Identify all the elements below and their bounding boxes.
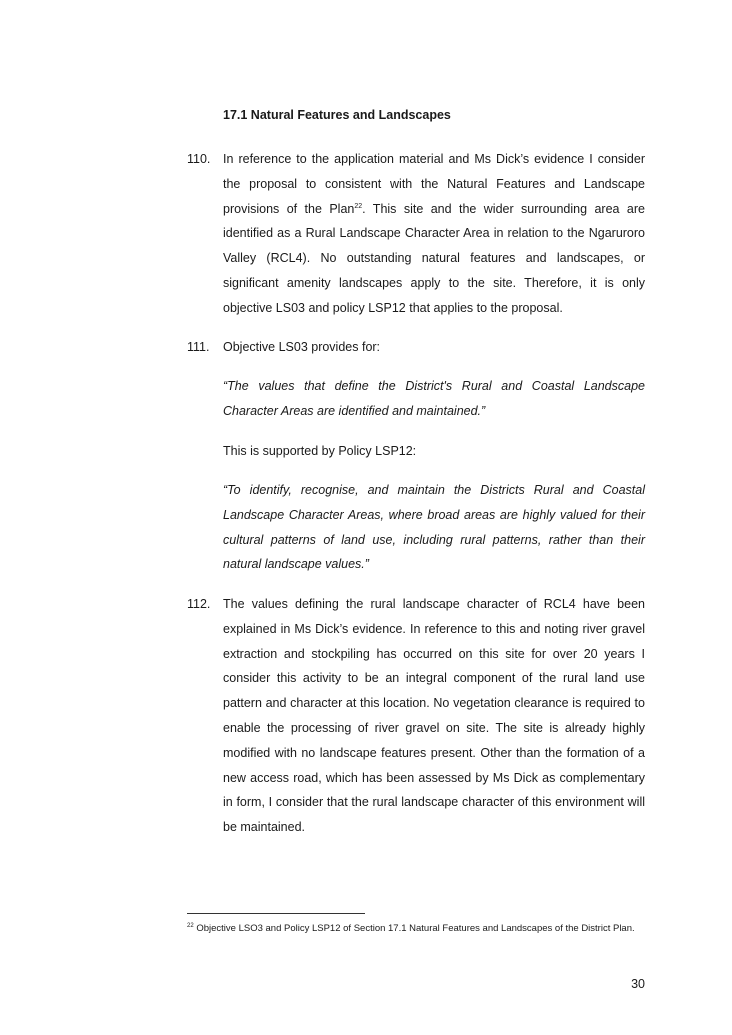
paragraph-number: 111. [187, 340, 210, 354]
paragraph-111 [187, 335, 645, 360]
section-heading: 17.1 Natural Features and Landscapes [223, 108, 451, 122]
footnote-reference: 22 [354, 202, 363, 210]
footnote-separator [187, 913, 365, 914]
page-number: 30 [631, 977, 645, 991]
footnote-marker: 22 [187, 922, 194, 929]
paragraph-text-part: . This site and the wider surrounding area are identified as a Rural Landscape Character Area in relation to the Ngaruroro Valley (RCL4). No outstanding natural features and landscapes, or significant amenity landscapes apply to the site. Therefore, it is only objective LS03 and policy LSP12 that applies to the proposal. [223, 201, 645, 315]
paragraph-text [223, 147, 645, 321]
paragraph-text-part: In reference to the application material and Ms Dick’s evidence I consider the proposal to consistent with the Natural Features and Landscape provisions of the Plan [223, 152, 645, 216]
paragraph-text: Objective LS03 provides for: [223, 340, 381, 354]
paragraph-number: 110. [187, 152, 211, 166]
paragraph-text: The values defining the rural landscape character of RCL4 have been explained in Ms Dick’s evidence. In reference to this and noting river gravel extraction and stockpiling has occurred on this site for over 20 years I consider this activity to be an integral component of the rural land use pattern and character at this location. No vegetation clearance is required to enable the processing of river gravel on site. The site is already highly modified with no landscape features present. Other than the formation of a new access road, which has been assessed by Ms Dick as complementary in form, I consider that the rural landscape character of this environment will be maintained. [223, 597, 645, 835]
footnote [187, 922, 637, 936]
paragraph-110 [187, 147, 645, 321]
supported-by-text: This is supported by Policy LSP12: [223, 444, 417, 458]
paragraph-number: 112. [187, 597, 211, 611]
policy-quote: “To identify, recognise, and maintain the Districts Rural and Coastal Landscape Character Areas, where broad areas are highly valued for their cultural patterns of land use, including rural patterns, rather than their natural landscape values.” [223, 483, 645, 572]
objective-quote: “The values that define the District's Rural and Coastal Landscape Character Areas are identified and maintained.” [223, 379, 645, 418]
footnote-text: Objective LSO3 and Policy LSP12 of Section 17.1 Natural Features and Landscapes of the District Plan. [196, 923, 635, 934]
paragraph-112 [187, 592, 645, 840]
